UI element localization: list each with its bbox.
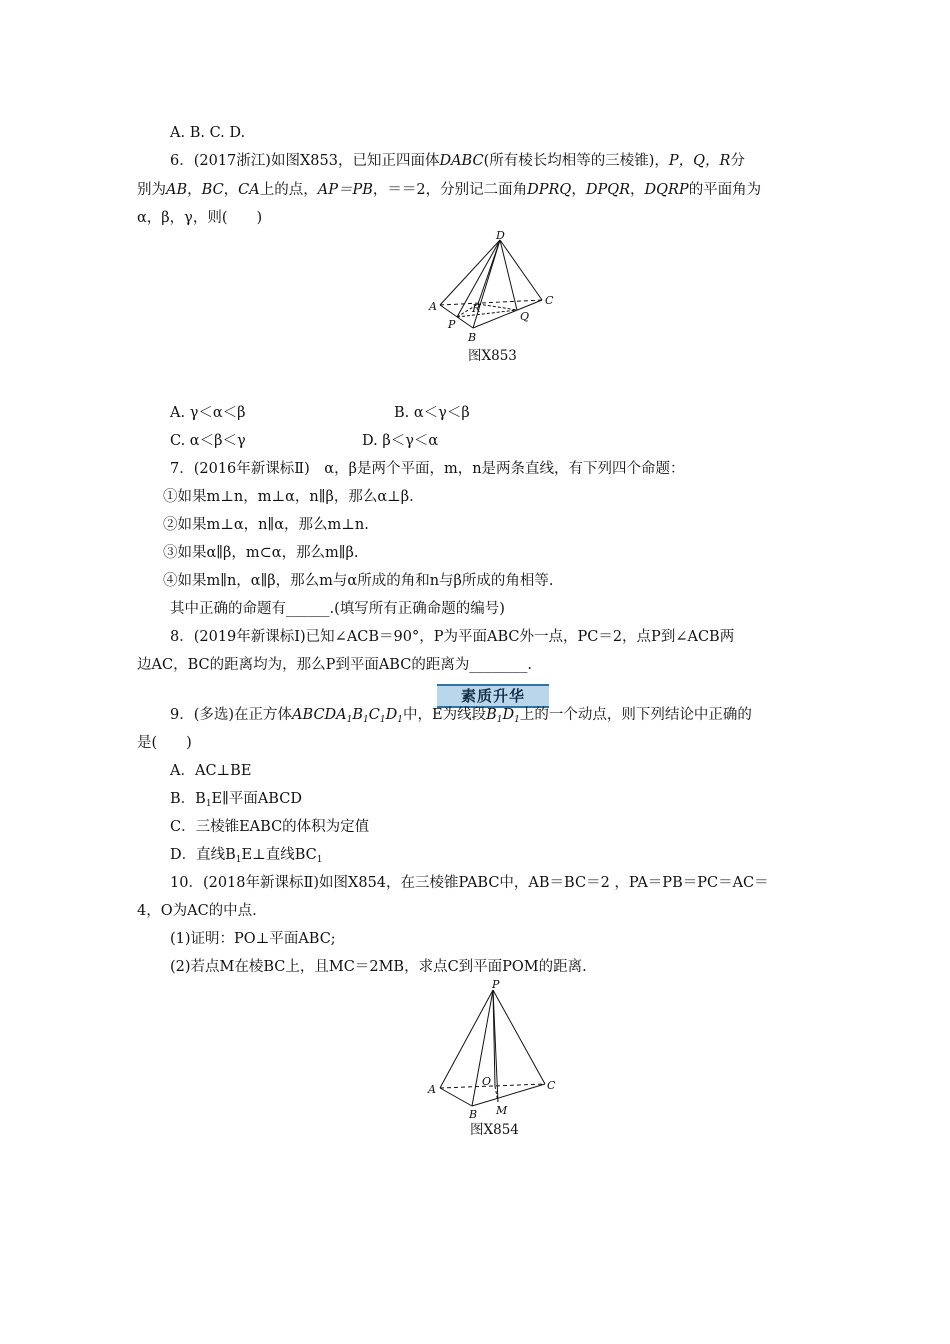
q10-item2: (2)若点M在棱BC上，且MC＝2MB，求点C到平面POM的距离. <box>170 959 587 975</box>
q6-comma: ， <box>571 182 586 198</box>
label-b: B <box>468 331 477 344</box>
section-banner: 素质升华 <box>437 684 549 708</box>
q9-option-b-pre: B．B <box>170 791 206 807</box>
q9-segment: $B_1D_1$ <box>486 707 520 725</box>
q6-angle-dprq: DPRQ <box>527 182 572 198</box>
q9-cube-name: $ABCDA_1B_1C_1D_1$ <box>292 707 403 725</box>
edge-pa <box>440 990 493 1088</box>
q6-ap-pb: AP＝PB <box>317 182 373 198</box>
q10-line2: 4，O为AC的中点. <box>137 903 257 919</box>
q7-item4: ④如果m∥n，α∥β，那么m与α所成的角和n与β所成的角相等. <box>163 573 554 589</box>
q6-tetra-name: DABC <box>439 153 484 169</box>
q6-line2-text-c: ，＝＝2，分别记二面角 <box>372 182 528 198</box>
q6-comma: ， <box>630 182 645 198</box>
label-d: D <box>496 230 505 242</box>
q9-line1-text-a: 9．(多选)在正方体 <box>170 707 293 723</box>
q6-line2-text-d: 的平面角为 <box>688 182 762 198</box>
q9-option-d-mid: E⊥直线BC <box>241 847 317 863</box>
q7-item3: ③如果α∥β，m⊂α，那么m∥β. <box>163 545 359 561</box>
q6-seg-ca: CA <box>238 182 260 198</box>
figure-x854-caption: 图X854 <box>470 1122 519 1138</box>
q6-option-b: B. α＜γ＜β <box>394 405 470 421</box>
figure-x853 <box>420 230 560 345</box>
q5-options: A. B. C. D. <box>170 125 246 141</box>
q6-points: P，Q，R <box>668 153 731 169</box>
q9-option-d-pre: D．直线B <box>170 847 236 863</box>
edge-da <box>440 240 500 305</box>
label-q: Q <box>520 310 530 323</box>
label-a: A <box>429 300 437 313</box>
q6-angle-dqrp: DQRP <box>644 182 689 198</box>
q6-angle-dpqr: DPQR <box>585 182 630 198</box>
q6-line1-text-a: 6．(2017浙江)如图X853，已知正四面体 <box>170 153 440 169</box>
q6-comma: ， <box>223 182 239 198</box>
q6-line2 <box>137 180 761 200</box>
q6-seg-ab: AB <box>166 182 188 198</box>
q6-option-a: A. γ＜α＜β <box>170 405 246 421</box>
q6-line1-text-c: 分 <box>730 153 745 169</box>
q9-option-b-post: E∥平面ABCD <box>211 791 302 807</box>
label-o: O <box>482 1075 492 1088</box>
q6-seg-bc: BC <box>201 182 224 198</box>
edge-dc <box>500 240 542 300</box>
edge-ac <box>440 300 542 305</box>
q7-item2: ②如果m⊥α，n∥α，那么m⊥n. <box>163 517 369 533</box>
q7-item1: ①如果m⊥n，m⊥α，n∥β，那么α⊥β. <box>163 489 414 505</box>
q10-line1: 10．(2018年新课标Ⅱ)如图X854，在三棱锥PABC中，AB＝BC＝2 ，PA＝PB＝PC＝AC＝ <box>170 875 769 891</box>
q6-line2-text-b: 上的点， <box>259 182 318 198</box>
q9-line1-text-b: 中，E为线段 <box>402 707 487 723</box>
q9-line1 <box>170 705 752 730</box>
q8-line1: 8．(2019年新课标Ⅰ)已知∠ACB＝90°，P为平面ABC外一点，PC＝2，点P到∠ACB两 <box>170 629 735 645</box>
q6-option-c: C. α＜β＜γ <box>170 433 246 449</box>
q6-comma: ， <box>187 182 202 198</box>
q9-cube-main: ABCDA <box>292 707 347 723</box>
q6-line2-text-a: 别为 <box>137 182 166 198</box>
edge-rq <box>478 304 517 310</box>
q9-option-a: A．AC⊥BE <box>170 763 252 779</box>
label-r: R <box>472 302 481 315</box>
q8-line2: 边AC，BC的距离均为，那么P到平面ABC的距离为________. <box>137 657 532 673</box>
label-p: P <box>492 978 500 991</box>
q6-line1 <box>170 151 745 171</box>
edge-ac <box>440 1084 545 1088</box>
edge-pb <box>472 990 493 1106</box>
q9-option-c: C．三棱锥EABC的体积为定值 <box>170 819 370 835</box>
figure-x854 <box>420 978 570 1123</box>
q10-item1: (1)证明：PO⊥平面ABC; <box>170 931 336 947</box>
q9-option-b: B．$B_1E\parallel$平面ABCD <box>170 791 302 809</box>
q9-line1-text-c: 上的一个动点，则下列结论中正确的 <box>519 707 752 723</box>
q9-line2: 是( ) <box>137 735 192 751</box>
label-a: A <box>428 1083 436 1096</box>
label-c: C <box>545 294 554 307</box>
q9-option-d: D．直线$B_1E\perp$直线$BC_1$ <box>170 847 323 865</box>
q6-line1-text-b: (所有棱长均相等的三棱锥)， <box>483 153 669 169</box>
q6-option-d: D. β＜γ＜α <box>362 433 439 449</box>
label-p: P <box>448 318 456 331</box>
edge-pc <box>493 990 545 1084</box>
edge-dr <box>478 240 500 304</box>
q7-line1: 7．(2016年新课标Ⅱ) α，β是两个平面，m，n是两条直线，有下列四个命题： <box>170 461 685 477</box>
label-c: C <box>547 1079 556 1092</box>
figure-x853-caption: 图X853 <box>468 348 517 364</box>
q7-line-end: 其中正确的命题有______.(填写所有正确命题的编号) <box>170 601 505 617</box>
q6-line3: α，β，γ，则( ) <box>137 210 263 226</box>
label-m: M <box>496 1104 508 1117</box>
edge-ab <box>440 1088 472 1106</box>
edge-dq <box>500 240 517 310</box>
label-b: B <box>469 1108 478 1121</box>
edge-ab <box>440 305 473 328</box>
